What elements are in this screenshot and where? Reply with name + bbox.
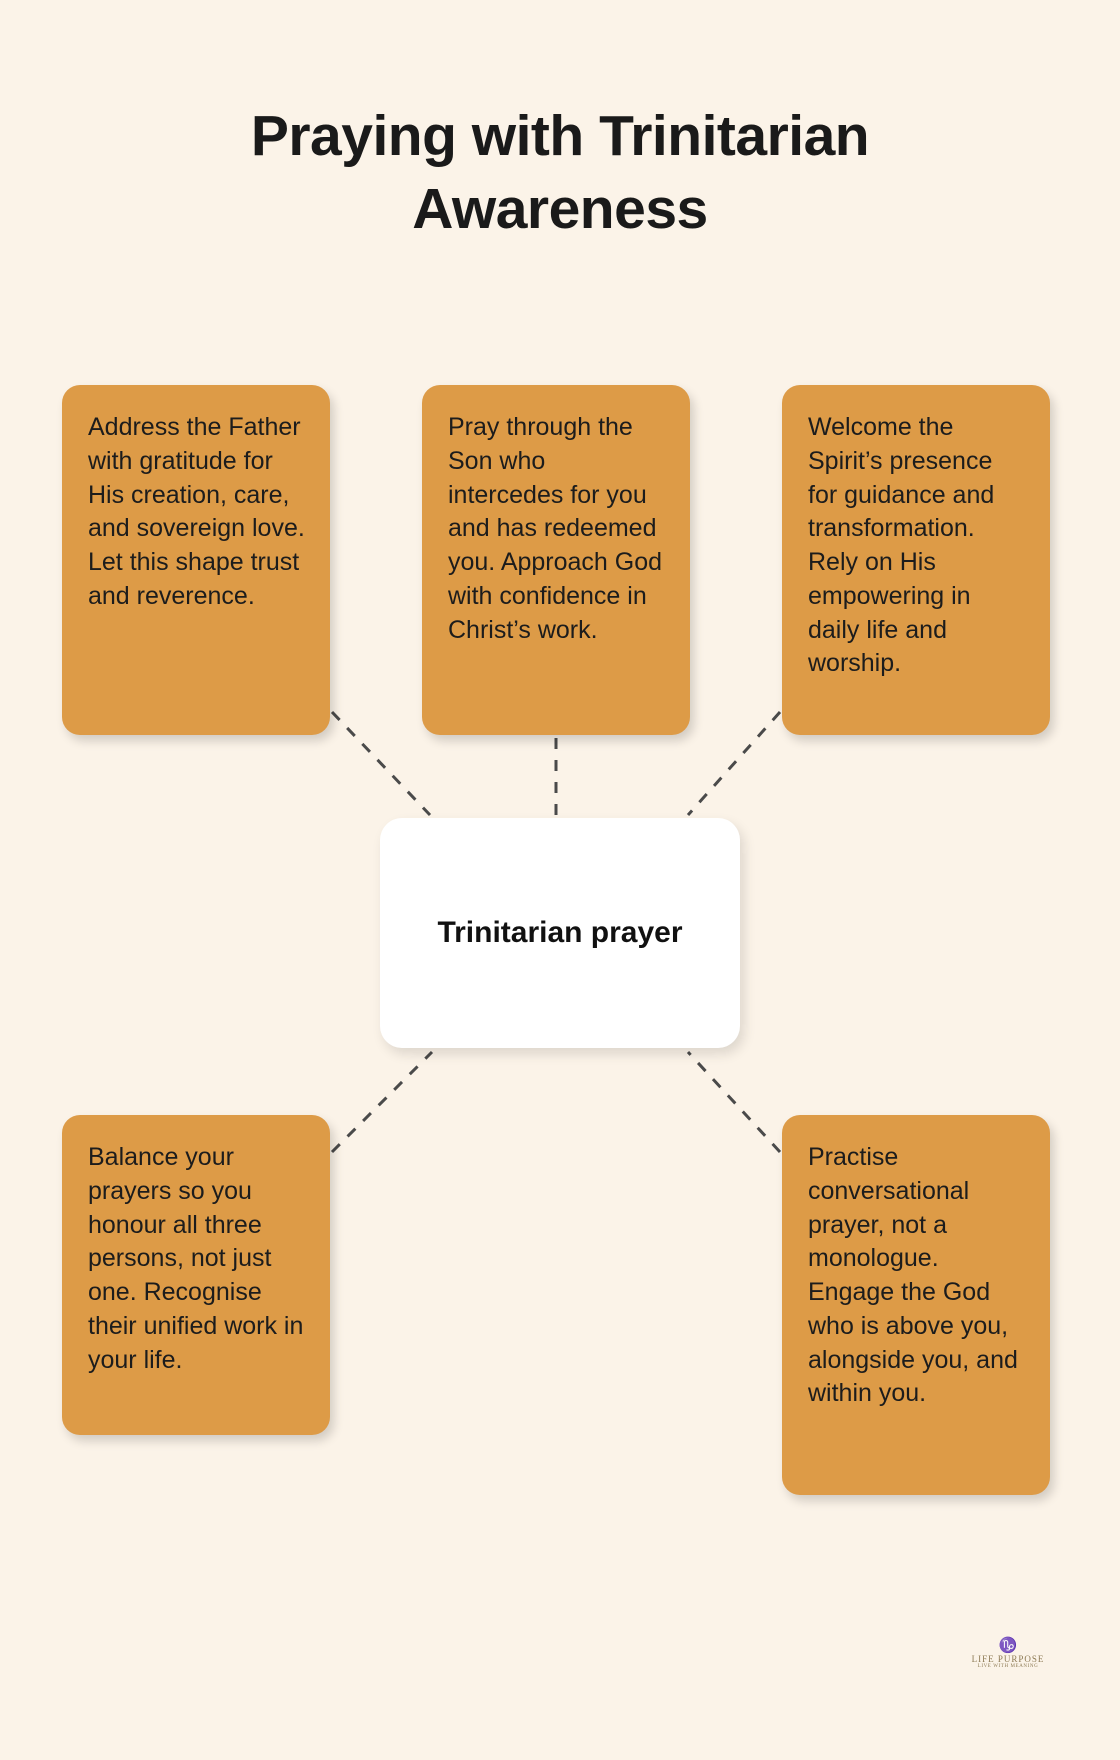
logo-name: LIFE PURPOSE	[971, 1653, 1045, 1664]
page-title: Praying with Trinitarian Awareness	[250, 104, 870, 241]
logo-mark-icon: ♑	[998, 1637, 1018, 1654]
connector-spirit	[688, 712, 780, 815]
connector-balance	[332, 1052, 432, 1152]
node-practise[interactable]	[782, 1115, 1050, 1495]
node-son[interactable]	[422, 385, 690, 735]
connector-father	[332, 712, 430, 815]
brand-logo	[968, 1638, 1048, 1684]
node-father-text: Address the Father with gratitude for His creation, care, and sovereign love. Let this shape trust and reverence.	[88, 413, 305, 610]
node-spirit-text: Welcome the Spirit’s presence for guidance and transformation. Rely on His empowering in daily life and worship.	[808, 413, 995, 678]
center-node-label: Trinitarian prayer	[437, 915, 683, 949]
node-son-text: Pray through the Son who intercedes for you and has redeemed you. Approach God with confidence in Christ’s work.	[448, 413, 663, 644]
node-spirit[interactable]	[782, 385, 1050, 735]
node-practise-text: Practise conversational prayer, not a monologue. Engage the God who is above you, alongside you, and within you.	[808, 1143, 1018, 1408]
connector-practise	[688, 1052, 780, 1152]
logo-tagline: LIVE WITH MEANING	[977, 1664, 1039, 1670]
node-balance-text: Balance your prayers so you honour all three persons, not just one. Recognise their unified work in your life.	[88, 1143, 304, 1374]
node-father[interactable]	[62, 385, 330, 735]
node-balance[interactable]	[62, 1115, 330, 1435]
center-node[interactable]	[380, 818, 740, 1048]
